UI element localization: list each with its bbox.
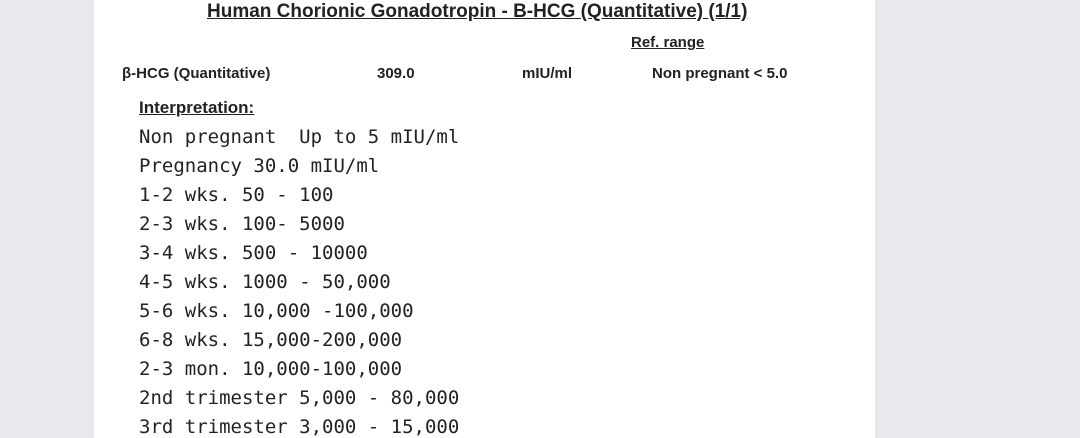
document-page xyxy=(94,0,875,438)
interpretation-line: Pregnancy 30.0 mIU/ml xyxy=(139,155,380,177)
ref-range-header: Ref. range xyxy=(631,34,705,51)
report-title: Human Chorionic Gonadotropin - B-HCG (Quantitative) (1/1) xyxy=(207,1,748,22)
interpretation-line: 2nd trimester 5,000 - 80,000 xyxy=(139,387,460,409)
interpretation-line: 4-5 wks. 1000 - 50,000 xyxy=(139,271,391,293)
interpretation-line: 3-4 wks. 500 - 10000 xyxy=(139,242,368,264)
interpretation-title: Interpretation: xyxy=(139,98,255,117)
result-value: 309.0 xyxy=(377,65,415,82)
interpretation-line: 2-3 wks. 100- 5000 xyxy=(139,213,345,235)
interpretation-line: 2-3 mon. 10,000-100,000 xyxy=(139,358,403,380)
interpretation-line: Non pregnant Up to 5 mIU/ml xyxy=(139,126,460,148)
result-ref-range: Non pregnant < 5.0 xyxy=(652,65,788,82)
result-test-name: β-HCG (Quantitative) xyxy=(122,65,271,82)
interpretation-line: 3rd trimester 3,000 - 15,000 xyxy=(139,416,460,438)
interpretation-line: 1-2 wks. 50 - 100 xyxy=(139,184,334,206)
interpretation-line: 6-8 wks. 15,000-200,000 xyxy=(139,329,403,351)
interpretation-list xyxy=(139,123,459,438)
result-unit: mIU/ml xyxy=(522,65,573,82)
interpretation-line: 5-6 wks. 10,000 -100,000 xyxy=(139,300,414,322)
